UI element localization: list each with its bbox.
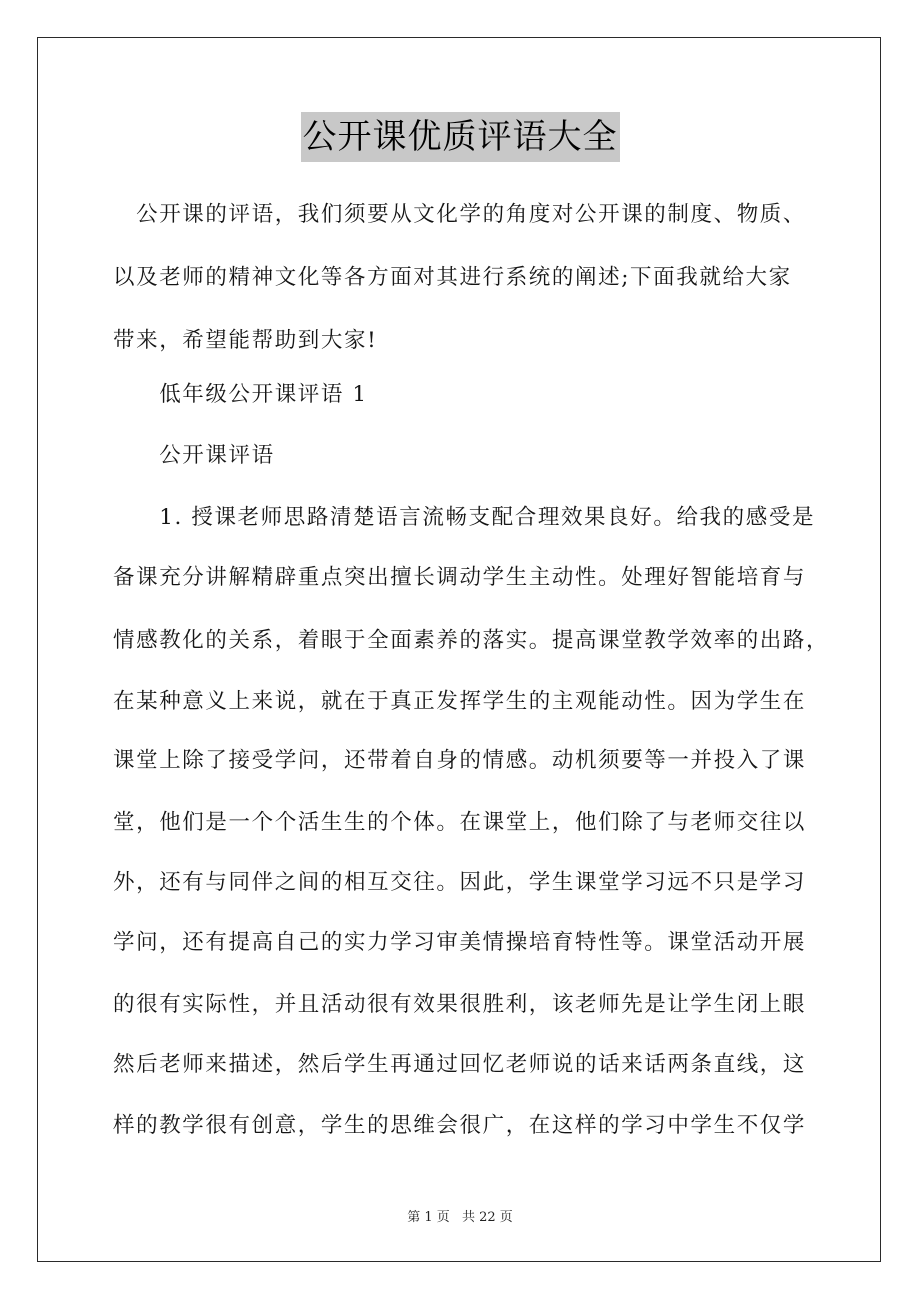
text-line: 学问，还有提高自己的实力学习审美情操培育特性等。课堂活动开展: [113, 930, 807, 955]
text-line: 的很有实际性，并且活动很有效果很胜利，该老师先是让学生闭上眼: [113, 992, 807, 1017]
total-pages-label: 共 22 页: [461, 1210, 513, 1225]
text-line: 公开课评语: [113, 443, 275, 468]
text-line: 情感教化的关系，着眼于全面素养的落实。提高课堂教学效率的出路，: [113, 628, 830, 653]
text-line: 样的教学很有创意，学生的思维会很广，在这样的学习中学生不仅学: [113, 1113, 807, 1138]
text-line: 以及老师的精神文化等各方面对其进行系统的阐述;下面我就给大家: [113, 265, 792, 290]
document-title: 公开课优质评语大全: [301, 112, 620, 162]
text-line: 堂，他们是一个个活生生的个体。在课堂上，他们除了与老师交往以: [113, 810, 807, 835]
text-line: 带来，希望能帮助到大家!: [113, 328, 378, 353]
text-line: 然后老师来描述，然后学生再通过回忆老师说的话来话两条直线，这: [113, 1052, 807, 1077]
text-line: 课堂上除了接受学问，还带着自身的情感。动机须要等一并投入了课: [113, 748, 807, 773]
text-line: 在某种意义上来说，就在于真正发挥学生的主观能动性。因为学生在: [113, 689, 807, 714]
page-footer: [0, 1206, 920, 1225]
text-line: 备课充分讲解精辟重点突出擅长调动学生主动性。处理好智能培育与: [113, 565, 807, 590]
title-container: [0, 112, 920, 162]
current-page-label: 第 1 页: [407, 1210, 450, 1225]
text-line: 公开课的评语，我们须要从文化学的角度对公开课的制度、物质、: [113, 202, 807, 227]
text-line: 低年级公开课评语 1: [113, 382, 368, 407]
text-line: 外，还有与同伴之间的相互交往。因此，学生课堂学习远不只是学习: [113, 870, 807, 895]
text-line: 1. 授课老师思路清楚语言流畅支配合理效果良好。给我的感受是: [113, 505, 816, 530]
